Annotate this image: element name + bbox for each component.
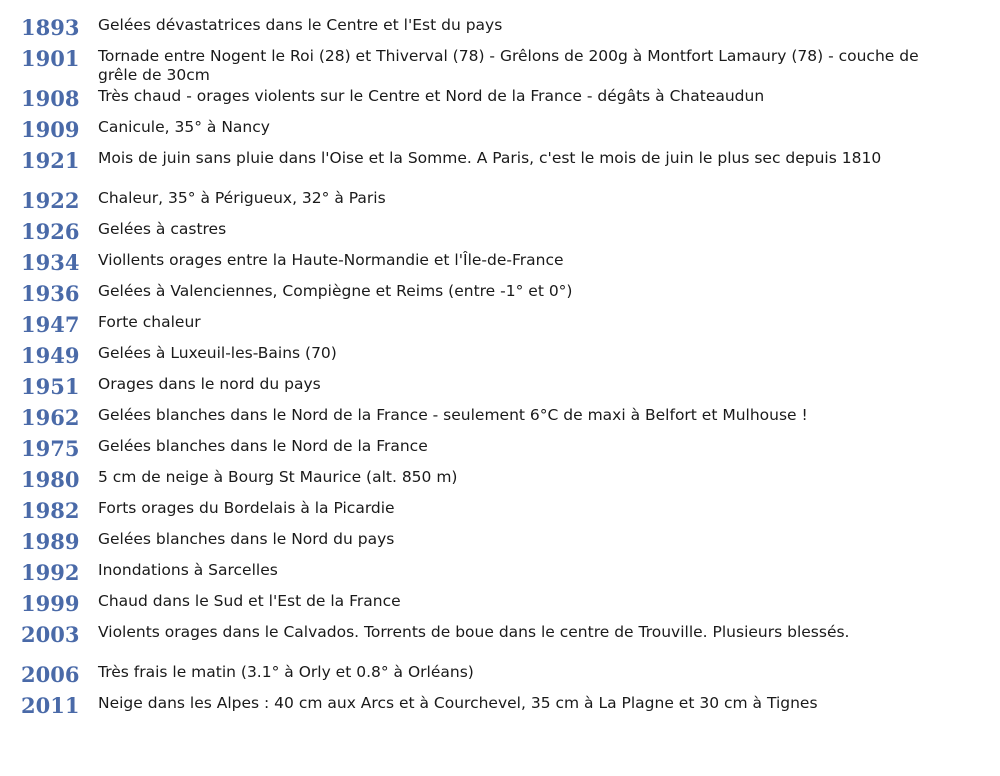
entry-text: Gelées à castres [98, 220, 227, 238]
entry-year: 1936 [21, 281, 80, 306]
timeline-entry [0, 559, 1000, 590]
entry-year: 1992 [21, 560, 80, 585]
entry-text: Chaleur, 35° à Périgueux, 32° à Paris [98, 189, 386, 207]
timeline-entry [0, 661, 1000, 692]
entry-text: 5 cm de neige à Bourg St Maurice (alt. 850 m) [98, 468, 458, 486]
timeline-entry [0, 85, 1000, 116]
timeline-entry [0, 280, 1000, 311]
entry-year: 1999 [21, 591, 80, 616]
entry-text: Très frais le matin (3.1° à Orly et 0.8° à Orléans) [98, 663, 474, 681]
entry-year: 1921 [21, 148, 80, 173]
entry-year: 1934 [21, 250, 80, 275]
timeline-entry [0, 342, 1000, 373]
timeline-entry [0, 590, 1000, 621]
entry-text: Chaud dans le Sud et l'Est de la France [98, 592, 401, 610]
timeline-entry [0, 621, 1000, 661]
entry-text: Mois de juin sans pluie dans l'Oise et la Somme. A Paris, c'est le mois de juin le plus sec depuis 1810 [98, 149, 882, 167]
entry-text: Viollents orages entre la Haute-Normandie et l'Île-de-France [98, 251, 564, 269]
entry-text: Neige dans les Alpes : 40 cm aux Arcs et à Courchevel, 35 cm à La Plagne et 30 cm à Tignes [98, 694, 818, 712]
entry-year: 1951 [21, 374, 80, 399]
entry-text: Gelées à Valenciennes, Compiègne et Reims (entre -1° et 0°) [98, 282, 573, 300]
timeline-entry [0, 435, 1000, 466]
timeline-entry [0, 404, 1000, 435]
entry-text: Forte chaleur [98, 313, 201, 331]
timeline-entry [0, 497, 1000, 528]
entry-text: Gelées dévastatrices dans le Centre et l'Est du pays [98, 16, 503, 34]
timeline-entry [0, 528, 1000, 559]
entry-year: 1980 [21, 467, 80, 492]
entry-text: Inondations à Sarcelles [98, 561, 278, 579]
entry-year: 1908 [21, 86, 80, 111]
timeline-entry [0, 14, 1000, 45]
timeline-entry [0, 249, 1000, 280]
entry-text: Violents orages dans le Calvados. Torrents de boue dans le centre de Trouville. Plusieurs blessés. [98, 623, 850, 641]
entry-year: 1962 [21, 405, 80, 430]
entry-text: Tornade entre Nogent le Roi (28) et Thiverval (78) - Grêlons de 200g à Montfort Lamaury (78) - couche de grêle de 30cm [98, 47, 919, 84]
entry-year: 1975 [21, 436, 80, 461]
entry-year: 1947 [21, 312, 80, 337]
weather-timeline [0, 14, 1000, 723]
timeline-entry [0, 45, 1000, 85]
entry-year: 1989 [21, 529, 80, 554]
entry-text: Gelées à Luxeuil-les-Bains (70) [98, 344, 337, 362]
timeline-entry [0, 311, 1000, 342]
timeline-entry [0, 187, 1000, 218]
timeline-entry [0, 147, 1000, 187]
entry-year: 2003 [21, 622, 80, 647]
entry-text: Orages dans le nord du pays [98, 375, 321, 393]
entry-year: 2011 [21, 693, 80, 718]
entry-year: 1909 [21, 117, 80, 142]
entry-text: Gelées blanches dans le Nord de la France - seulement 6°C de maxi à Belfort et Mulhouse ! [98, 406, 808, 424]
timeline-entry [0, 218, 1000, 249]
entry-text: Très chaud - orages violents sur le Centre et Nord de la France - dégâts à Chateaudun [98, 87, 765, 105]
entry-year: 2006 [21, 662, 80, 687]
entry-year: 1982 [21, 498, 80, 523]
entry-year: 1901 [21, 46, 80, 71]
entry-text: Gelées blanches dans le Nord de la France [98, 437, 428, 455]
entry-text: Gelées blanches dans le Nord du pays [98, 530, 395, 548]
entry-year: 1926 [21, 219, 80, 244]
timeline-entry [0, 692, 1000, 723]
entry-year: 1893 [21, 15, 80, 40]
entry-text: Canicule, 35° à Nancy [98, 118, 270, 136]
entry-year: 1949 [21, 343, 80, 368]
timeline-entry [0, 466, 1000, 497]
timeline-entry [0, 116, 1000, 147]
entry-year: 1922 [21, 188, 80, 213]
entry-text: Forts orages du Bordelais à la Picardie [98, 499, 395, 517]
timeline-entry [0, 373, 1000, 404]
